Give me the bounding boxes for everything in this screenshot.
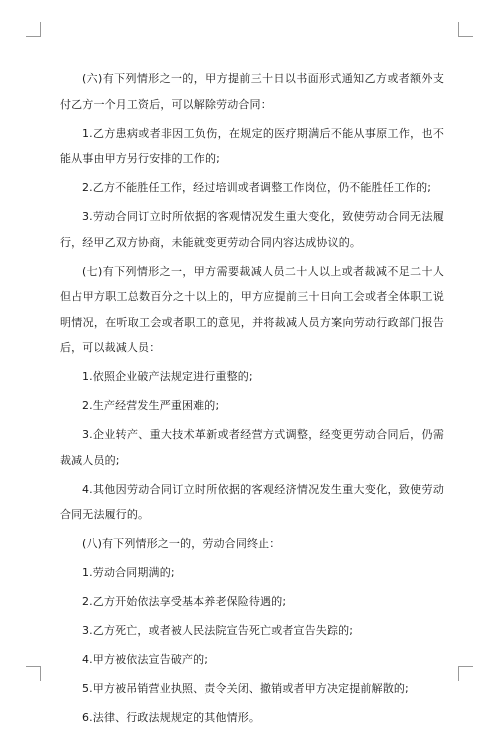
paragraph-section-7-item-2: 2.生产经营发生严重困难的; bbox=[82, 399, 220, 412]
paragraph-section-7-intro: (七)有下列情形之一，甲方需要裁减人员二十人以上或者裁减不足二十人但占甲方职工总数百分之十以上的，甲方应提前三十日向工会或者全体职工说明情况，在听取工会或者职工的意见，并将裁减人员方案向劳动行政部门报告后，可以裁减人员： bbox=[60, 264, 444, 354]
paragraph-section-7-item-4: 4.其他因劳动合同订立时所依据的客观经济情况发生重大变化，致使劳动合同无法履行的。 bbox=[60, 482, 444, 521]
paragraph-section-6-item-2: 2.乙方不能胜任工作，经过培训或者调整工作岗位，仍不能胜任工作的; bbox=[82, 181, 432, 194]
paragraph-section-8-item-5: 5.甲方被吊销营业执照、责令关闭、撤销或者甲方决定提前解散的; bbox=[82, 682, 409, 695]
corner-mark-top-left bbox=[26, 22, 41, 37]
paragraph-section-8-intro: (八)有下列情形之一的，劳动合同终止： bbox=[82, 537, 281, 550]
document-body bbox=[60, 66, 444, 734]
paragraph-section-8-item-1: 1.劳动合同期满的; bbox=[82, 566, 175, 579]
paragraph-section-6-item-1: 1.乙方患病或者非因工负伤，在规定的医疗期满后不能从事原工作，也不能从事由甲方另行安排的工作的; bbox=[60, 126, 444, 165]
corner-mark-bottom-right bbox=[458, 666, 473, 681]
corner-mark-top-right bbox=[458, 22, 473, 37]
corner-mark-bottom-left bbox=[26, 666, 41, 681]
paragraph-section-7-item-3: 3.企业转产、重大技术革新或者经营方式调整，经变更劳动合同后，仍需裁减人员的; bbox=[60, 428, 444, 467]
paragraph-section-8-item-4: 4.甲方被依法宣告破产的; bbox=[82, 653, 209, 666]
paragraph-section-8-item-2: 2.乙方开始依法享受基本养老保险待遇的; bbox=[82, 595, 287, 608]
paragraph-section-8-item-6: 6.法律、行政法规规定的其他情形。 bbox=[82, 711, 261, 724]
paragraph-section-6-item-3: 3.劳动合同订立时所依据的客观情况发生重大变化，致使劳动合同无法履行，经甲乙双方协商，未能就变更劳动合同内容达成协议的。 bbox=[60, 210, 444, 249]
paragraph-section-8-item-3: 3.乙方死亡，或者被人民法院宣告死亡或者宣告失踪的; bbox=[82, 624, 354, 637]
paragraph-section-6-intro: (六)有下列情形之一的，甲方提前三十日以书面形式通知乙方或者额外支付乙方一个月工资后，可以解除劳动合同： bbox=[60, 72, 444, 111]
paragraph-section-7-item-1: 1.依照企业破产法规定进行重整的; bbox=[82, 370, 253, 383]
